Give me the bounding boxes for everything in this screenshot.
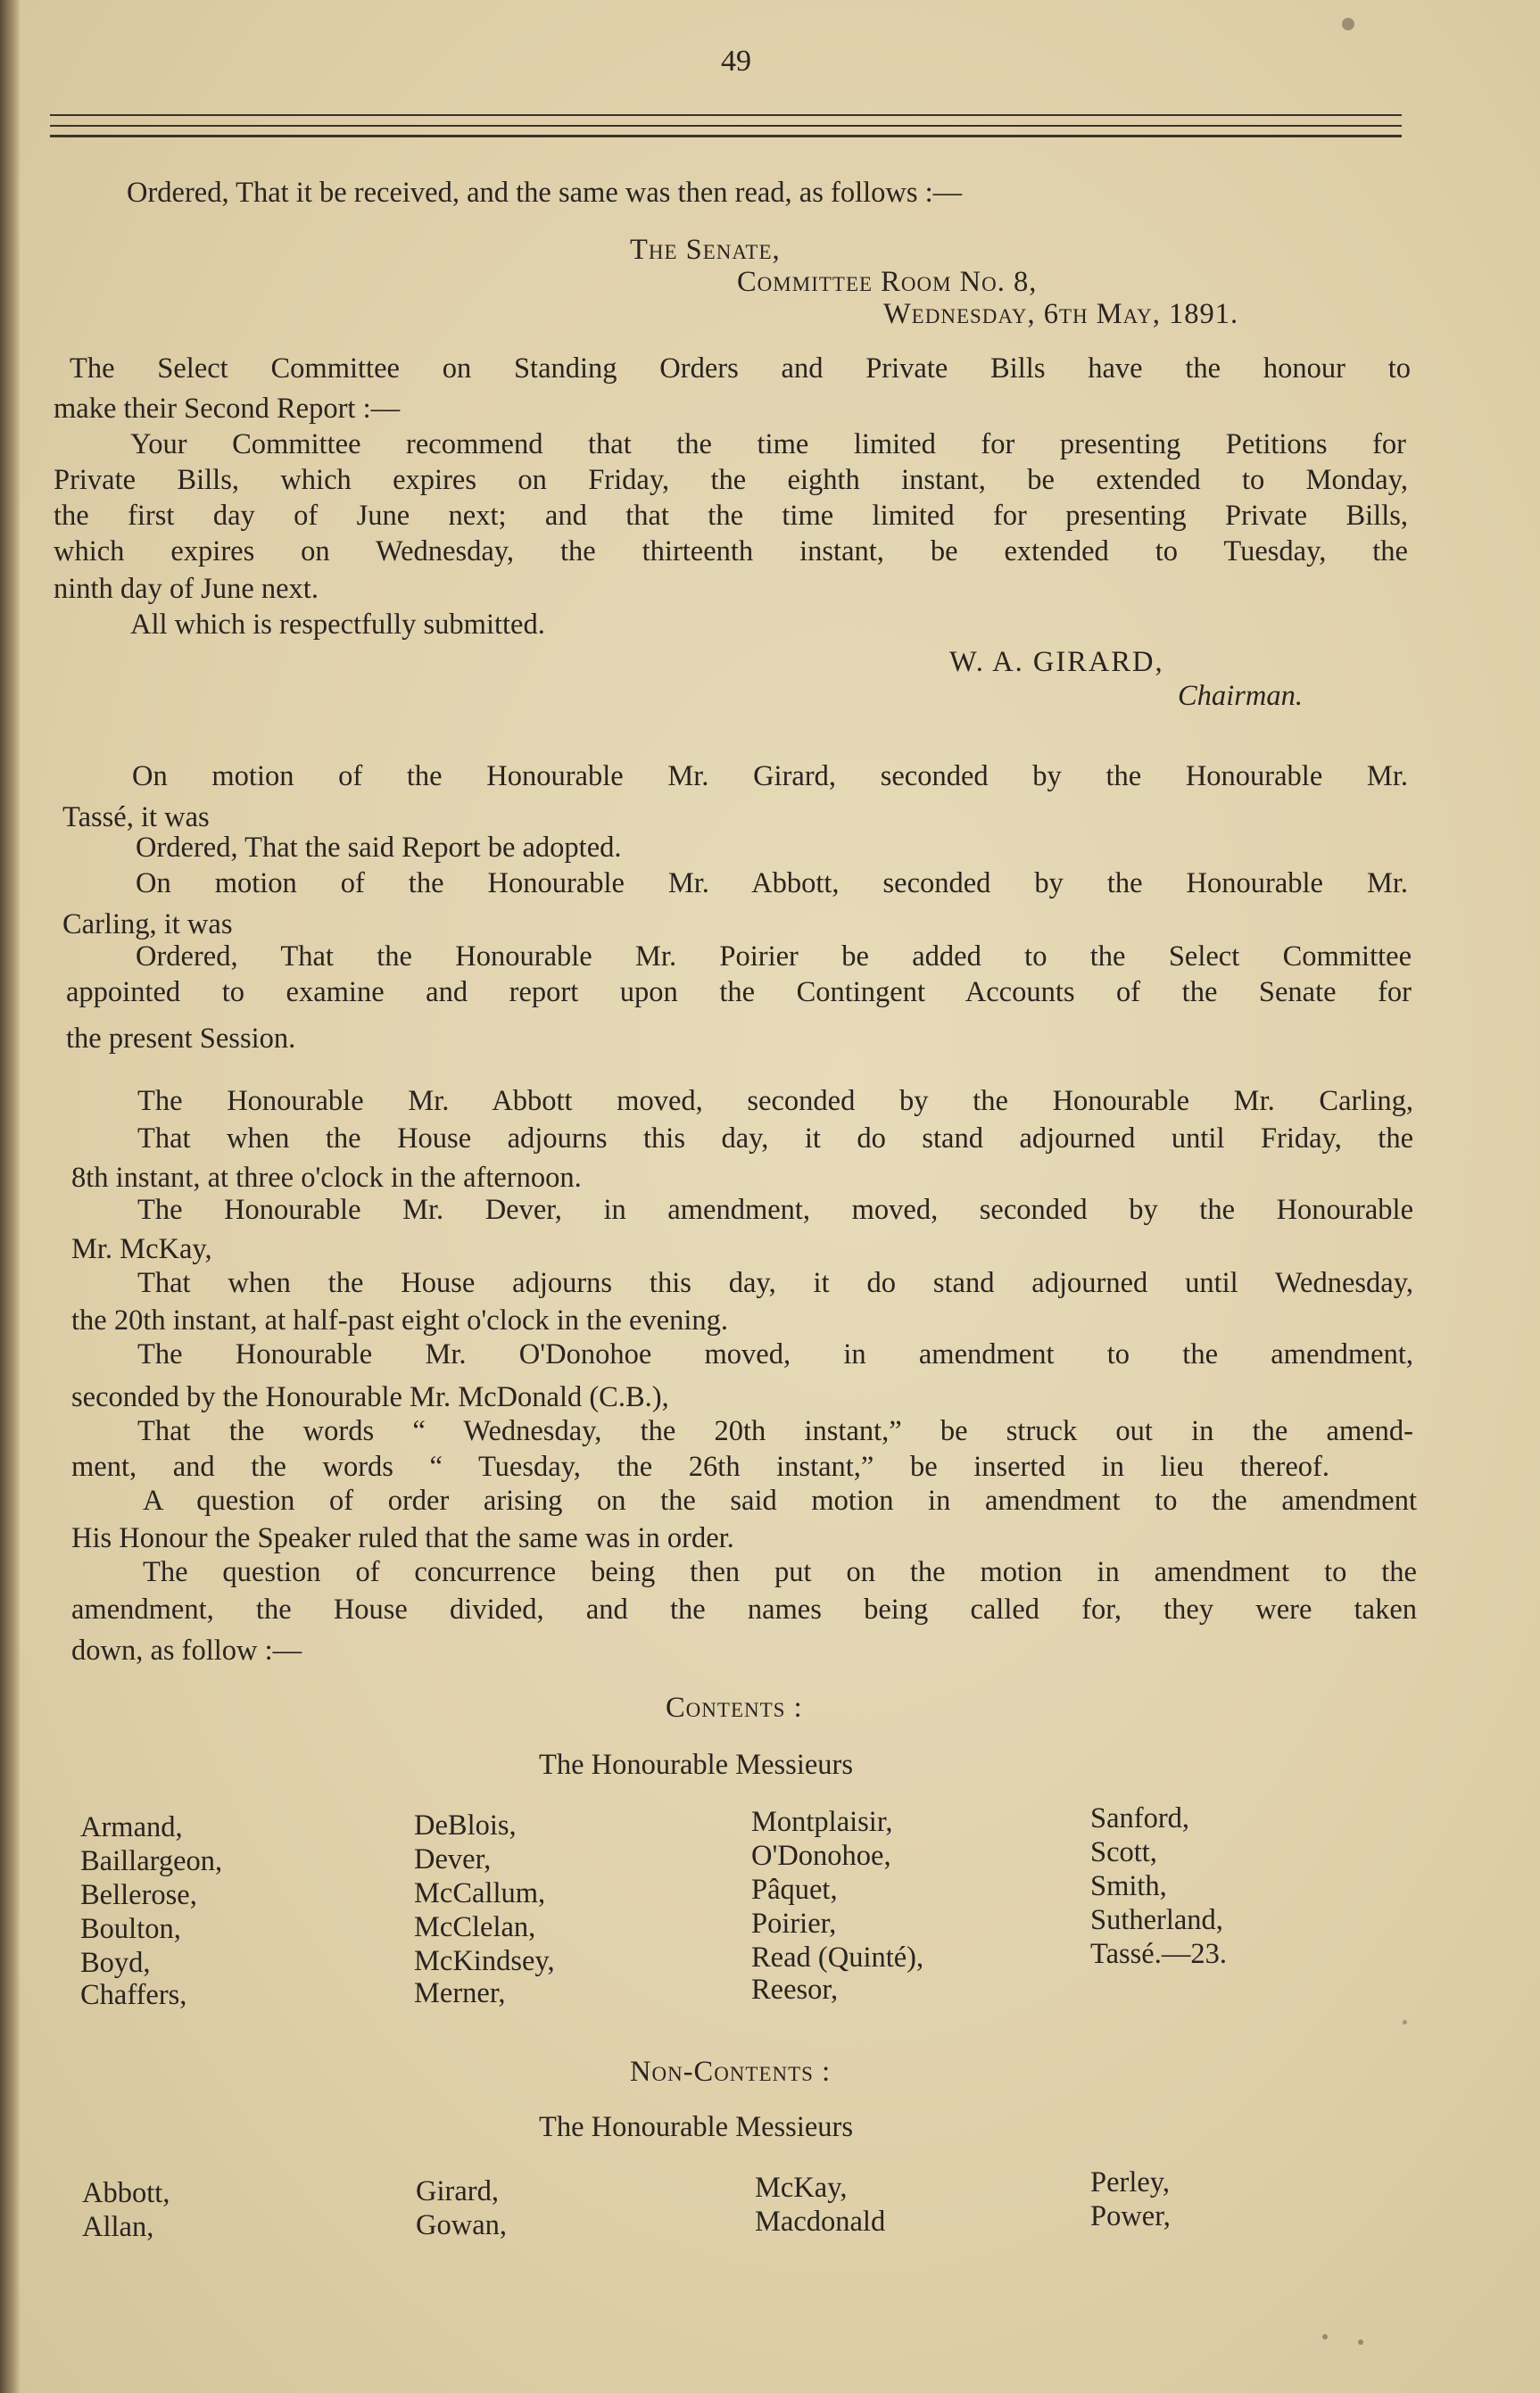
contents-name: Boulton, bbox=[80, 1913, 181, 1945]
debate-line: The question of concurrence being then put on the motion in amendment to the bbox=[143, 1556, 1417, 1588]
debate-line: That when the House adjourns this day, it do stand adjourned until Wednesday, bbox=[137, 1267, 1413, 1299]
report-line: Private Bills, which expires on Friday, the eighth instant, be extended to Monday, bbox=[54, 464, 1408, 496]
report-line: All which is respectfully submitted. bbox=[130, 609, 545, 641]
debate-line: Mr. McKay, bbox=[71, 1233, 212, 1265]
report-signer: W. A. GIRARD, bbox=[949, 646, 1164, 678]
header-rule bbox=[50, 125, 1402, 127]
report-line: The Select Committee on Standing Orders and Private Bills have the honour to bbox=[70, 352, 1411, 385]
contents-name: Baillargeon, bbox=[80, 1845, 223, 1877]
debate-line: A question of order arising on the said motion in amendment to the amendment bbox=[143, 1485, 1417, 1517]
report-line: the first day of June next; and that the time limited for presenting Private Bills, bbox=[54, 500, 1408, 532]
debate-line: The Honourable Mr. Dever, in amendment, moved, seconded by the Honourable bbox=[137, 1194, 1413, 1226]
debate-line: the 20th instant, at half-past eight o'clock in the evening. bbox=[71, 1304, 729, 1337]
contents-name: Pâquet, bbox=[751, 1874, 838, 1906]
contents-name: O'Donohoe, bbox=[751, 1840, 891, 1872]
contents-name: Scott, bbox=[1090, 1836, 1157, 1868]
non-contents-name: Gowan, bbox=[416, 2209, 507, 2241]
contents-name: Boyd, bbox=[80, 1947, 151, 1979]
heading-senate: The Senate, bbox=[630, 234, 781, 266]
paper-speck bbox=[1342, 18, 1354, 30]
contents-name: Sanford, bbox=[1090, 1802, 1190, 1834]
paper-speck bbox=[1358, 2339, 1363, 2345]
contents-name: Armand, bbox=[80, 1811, 183, 1843]
contents-name: Merner, bbox=[414, 1977, 506, 2009]
non-contents-name: McKay, bbox=[755, 2172, 848, 2204]
non-contents-name: Perley, bbox=[1090, 2166, 1171, 2198]
contents-subheading: The Honourable Messieurs bbox=[539, 1749, 853, 1781]
debate-line: That the words “ Wednesday, the 20th instant,” be struck out in the amend- bbox=[137, 1415, 1413, 1447]
non-contents-name: Power, bbox=[1090, 2200, 1171, 2232]
intro-line: Ordered, That it be received, and the same was then read, as follows :— bbox=[127, 177, 963, 209]
contents-name: Sutherland, bbox=[1090, 1904, 1223, 1936]
contents-name: Poirier, bbox=[751, 1908, 837, 1940]
contents-name: Reesor, bbox=[751, 1974, 839, 2006]
non-contents-name: Girard, bbox=[416, 2175, 499, 2207]
motion-line: Carling, it was bbox=[62, 908, 233, 940]
debate-line: His Honour the Speaker ruled that the same was in order. bbox=[71, 1522, 734, 1554]
contents-name: Chaffers, bbox=[80, 1979, 187, 2011]
contents-name: Montplaisir, bbox=[751, 1806, 893, 1838]
report-line: which expires on Wednesday, the thirteenth instant, be extended to Tuesday, the bbox=[54, 535, 1408, 567]
non-contents-name: Abbott, bbox=[82, 2177, 170, 2209]
paper-speck bbox=[1403, 2020, 1407, 2025]
header-rule bbox=[50, 114, 1402, 116]
debate-line: That when the House adjourns this day, it do stand adjourned until Friday, the bbox=[137, 1122, 1413, 1155]
non-contents-name: Macdonald bbox=[755, 2206, 886, 2238]
contents-name: McClelan, bbox=[414, 1911, 536, 1943]
contents-name: Smith, bbox=[1090, 1870, 1167, 1902]
debate-line: 8th instant, at three o'clock in the afternoon. bbox=[71, 1162, 582, 1194]
motion-line: Tassé, it was bbox=[62, 801, 210, 833]
debate-line: The Honourable Mr. Abbott moved, seconded by the Honourable Mr. Carling, bbox=[137, 1085, 1413, 1117]
motion-line: On motion of the Honourable Mr. Girard, seconded by the Honourable Mr. bbox=[132, 760, 1408, 792]
debate-line: down, as follow :— bbox=[71, 1635, 302, 1667]
report-line: make their Second Report :— bbox=[54, 393, 401, 425]
contents-name: McCallum, bbox=[414, 1877, 546, 1909]
report-line: ninth day of June next. bbox=[54, 573, 319, 605]
contents-name: Read (Quinté), bbox=[751, 1942, 924, 1974]
debate-line: seconded by the Honourable Mr. McDonald (C.B.), bbox=[71, 1381, 669, 1413]
book-gutter bbox=[0, 0, 20, 2393]
debate-line: The Honourable Mr. O'Donohoe moved, in amendment to the amendment, bbox=[137, 1338, 1413, 1370]
header-rule bbox=[50, 135, 1402, 137]
non-contents-subheading: The Honourable Messieurs bbox=[539, 2111, 853, 2143]
motion-line: On motion of the Honourable Mr. Abbott, seconded by the Honourable Mr. bbox=[136, 867, 1408, 899]
contents-name: DeBlois, bbox=[414, 1809, 517, 1842]
paper-speck bbox=[1322, 2334, 1328, 2339]
motion-line: Ordered, That the said Report be adopted. bbox=[136, 832, 622, 864]
report-signer-title: Chairman. bbox=[1178, 680, 1303, 712]
contents-name: Bellerose, bbox=[80, 1879, 197, 1911]
motion-line: the present Session. bbox=[66, 1023, 296, 1055]
contents-name: McKindsey, bbox=[414, 1945, 555, 1977]
non-contents-name: Allan, bbox=[82, 2211, 154, 2243]
contents-name: Tassé.—23. bbox=[1090, 1938, 1227, 1970]
contents-heading: Contents : bbox=[666, 1692, 803, 1724]
heading-date: Wednesday, 6th May, 1891. bbox=[883, 298, 1239, 330]
report-line: Your Committee recommend that the time limited for presenting Petitions for bbox=[130, 428, 1406, 460]
debate-line: ment, and the words “ Tuesday, the 26th instant,” be inserted in lieu thereof. bbox=[71, 1451, 1329, 1483]
heading-committee-room: Committee Room No. 8, bbox=[737, 266, 1038, 298]
contents-name: Dever, bbox=[414, 1843, 492, 1875]
debate-line: amendment, the House divided, and the names being called for, they were taken bbox=[71, 1594, 1417, 1626]
motion-line: appointed to examine and report upon the Contingent Accounts of the Senate for bbox=[66, 976, 1412, 1008]
motion-line: Ordered, That the Honourable Mr. Poirier be added to the Select Committee bbox=[136, 940, 1412, 973]
page-number: 49 bbox=[721, 45, 751, 78]
non-contents-heading: Non-Contents : bbox=[630, 2056, 832, 2088]
